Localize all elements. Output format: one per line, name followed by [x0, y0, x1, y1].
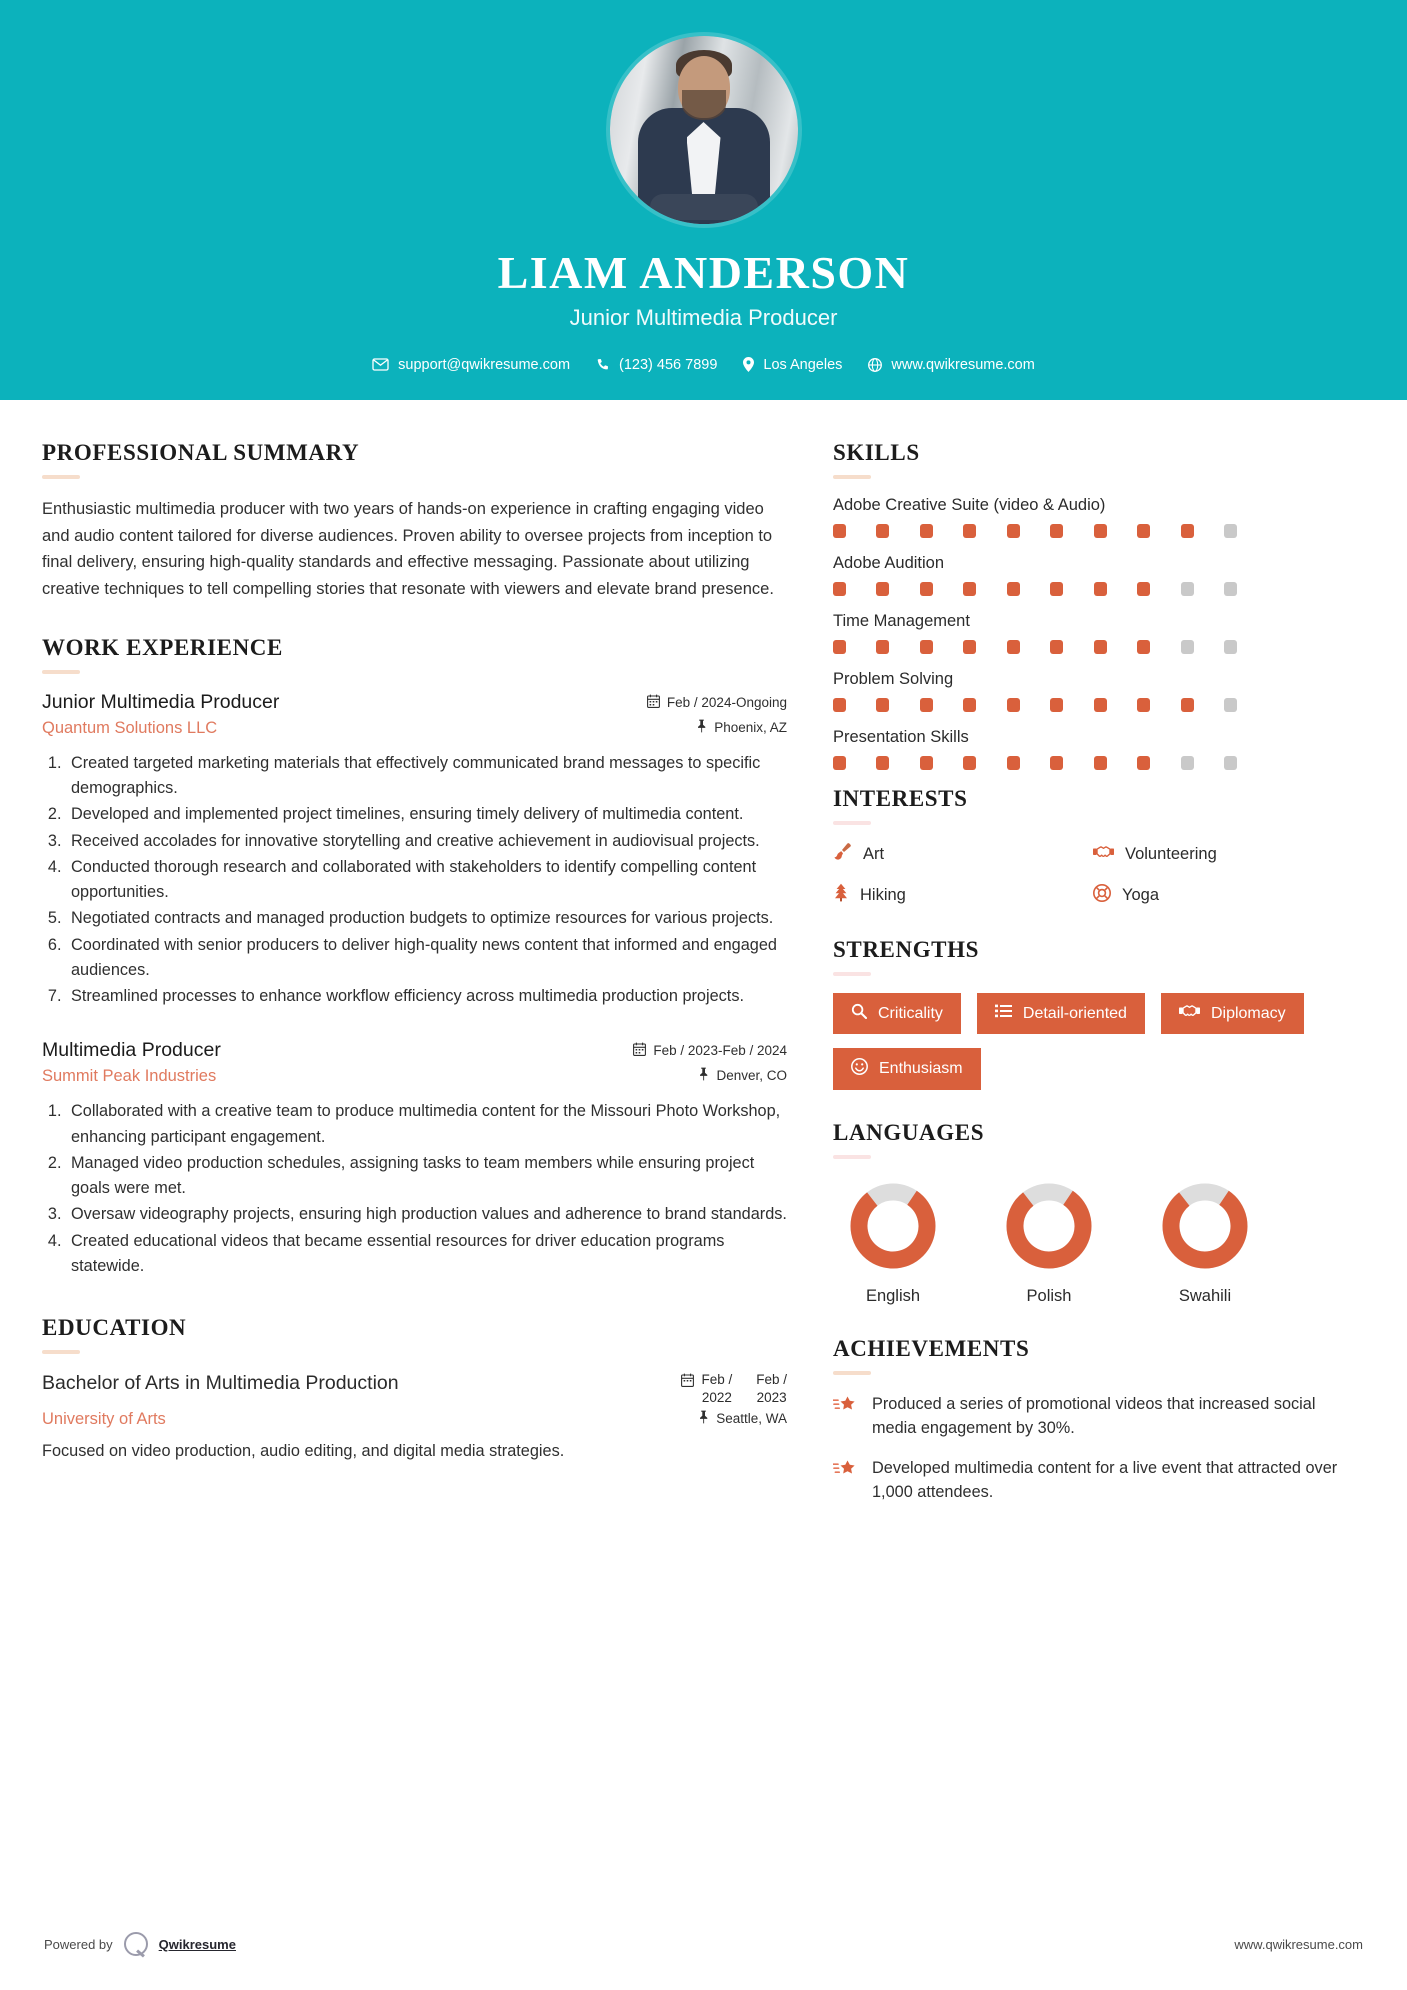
skill-item: [833, 612, 1353, 654]
skills-list: [833, 496, 1353, 770]
job-bullet-list: [66, 751, 787, 1010]
strength-label: Detail-oriented: [1022, 1004, 1127, 1022]
section-heading: SKILLS: [833, 440, 920, 465]
skill-dot-filled: [876, 756, 889, 770]
language-item: [1145, 1176, 1265, 1306]
skill-dot-filled: [876, 524, 889, 538]
contact-website[interactable]: [868, 357, 1034, 373]
qwikresume-logo-icon: [124, 1932, 148, 1956]
job-location-text: Phoenix, AZ: [714, 719, 787, 735]
job-bullet: 1. Created targeted marketing materials that effectively communicated brand messages to specific demographics.: [66, 751, 787, 802]
section-strengths: [833, 937, 1353, 1090]
skill-dot-filled: [833, 582, 846, 596]
languages-list: [833, 1176, 1353, 1306]
interest-label: Volunteering: [1125, 844, 1217, 863]
interest-label: Hiking: [860, 885, 906, 904]
skill-dot-filled: [876, 698, 889, 712]
contact-email-text: support@qwikresume.com: [398, 356, 571, 373]
globe-icon: [868, 358, 882, 372]
skill-dot-filled: [1007, 582, 1020, 596]
skill-dot-empty: [1224, 582, 1237, 596]
education-dates: [681, 1371, 787, 1406]
job-bullet: 1. Collaborated with a creative team to produce multimedia content for the Missouri Photo Workshop, enhancing participant engagement.: [66, 1099, 787, 1150]
interest-item: [1093, 842, 1353, 866]
section-divider: [833, 821, 871, 825]
skill-dot-filled: [1137, 582, 1150, 596]
section-professional-summary: [42, 440, 787, 603]
strength-label: Diplomacy: [1210, 1004, 1286, 1022]
section-achievements: [833, 1336, 1353, 1505]
section-heading: INTERESTS: [833, 786, 968, 811]
skill-dot-filled: [1007, 524, 1020, 538]
job-bullet-list: [66, 1099, 787, 1279]
section-divider: [833, 1155, 871, 1159]
avatar: [610, 36, 798, 224]
strength-badge-detail-oriented: [977, 993, 1145, 1034]
skill-item: [833, 554, 1353, 596]
skill-label: Adobe Audition: [833, 554, 945, 572]
skill-label: Time Management: [833, 612, 970, 630]
skill-dot-filled: [876, 582, 889, 596]
qwikresume-brand-link[interactable]: Qwikresume: [158, 1936, 236, 1952]
calendar-icon: [647, 694, 660, 711]
pushpin-icon: [698, 1067, 709, 1084]
skill-level-meter: [833, 640, 1237, 654]
interest-item: [1093, 883, 1353, 907]
skill-dot-empty: [1181, 756, 1194, 770]
skill-item: [833, 728, 1353, 770]
section-heading: WORK EXPERIENCE: [42, 634, 283, 660]
section-divider: [42, 1350, 80, 1354]
contact-location: [743, 357, 842, 373]
section-heading: STRENGTHS: [833, 937, 980, 962]
skill-dot-filled: [1181, 524, 1194, 538]
skill-dot-empty: [1224, 756, 1237, 770]
left-column: [42, 440, 787, 1520]
skill-dot-filled: [1050, 698, 1063, 712]
job-dates: [647, 694, 787, 711]
skill-item: [833, 496, 1353, 538]
job-bullet: 4. Conducted thorough research and collaborated with stakeholders to identify compelling content opportunities.: [66, 855, 787, 906]
skill-dot-filled: [1007, 698, 1020, 712]
strength-badge-enthusiasm: [833, 1048, 981, 1090]
skill-level-meter: [833, 524, 1237, 538]
envelope-icon: [372, 358, 389, 371]
skill-dot-empty: [1181, 582, 1194, 596]
smiley-icon: [851, 1058, 868, 1080]
skill-dot-filled: [963, 698, 976, 712]
achievement-text: Developed multimedia content for a live event that attracted over 1,000 attendees.: [872, 1458, 1338, 1502]
skill-dot-filled: [963, 756, 976, 770]
page-footer: [0, 1932, 1407, 1956]
skill-dot-filled: [1050, 756, 1063, 770]
handshake-icon: [1093, 844, 1114, 865]
education-school: University of Arts: [42, 1410, 166, 1429]
skill-dot-filled: [1007, 640, 1020, 654]
skill-level-meter: [833, 756, 1237, 770]
education-description: Focused on video production, audio editing, and digital media strategies.: [42, 1442, 565, 1461]
summary-text: Enthusiastic multimedia producer with two years of hands-on experience in crafting engaging video and audio content tailored for diverse audiences. Proven ability to oversee projects from inception to final delivery, ensuring high-quality standards and effective messaging. Passionate about utilizing creative techniques to tell compelling stories that resonate with viewers and elevate brand presence.: [42, 500, 774, 599]
job-bullet: 5. Negotiated contracts and managed production budgets to optimize resources for various projects.: [66, 906, 787, 931]
section-heading: LANGUAGES: [833, 1120, 985, 1145]
powered-by-label: Powered by: [44, 1936, 113, 1952]
interest-item: [833, 883, 1093, 907]
achievement-text: Produced a series of promotional videos that increased social media engagement by 30%.: [872, 1395, 1316, 1438]
skill-dot-filled: [876, 640, 889, 654]
skill-level-meter: [833, 698, 1237, 712]
job-location: [698, 1067, 787, 1084]
skill-dot-filled: [1137, 640, 1150, 654]
pushpin-icon: [696, 719, 707, 736]
language-donut-chart: [1005, 1182, 1093, 1270]
education-location: [698, 1410, 787, 1427]
job-bullet: 2. Developed and implemented project timelines, ensuring timely delivery of multimedia content.: [66, 802, 787, 827]
skill-dot-filled: [833, 756, 846, 770]
strength-label: Enthusiasm: [879, 1060, 963, 1077]
achievement-item: [833, 1456, 1353, 1505]
language-donut-chart: [849, 1182, 937, 1270]
skill-dot-filled: [963, 582, 976, 596]
section-education: [42, 1315, 787, 1464]
skill-level-meter: [833, 582, 1237, 596]
interest-label: Yoga: [1122, 885, 1160, 904]
strength-badge-diplomacy: [1161, 993, 1304, 1034]
language-label: Polish: [1026, 1287, 1072, 1305]
section-divider: [42, 670, 80, 674]
language-donut-chart: [1161, 1182, 1249, 1270]
language-label: Swahili: [1178, 1287, 1232, 1305]
section-heading: PROFESSIONAL SUMMARY: [42, 440, 360, 465]
pushpin-icon: [698, 1410, 709, 1427]
skill-dot-filled: [833, 698, 846, 712]
skill-dot-filled: [1094, 640, 1107, 654]
job-dates: [633, 1042, 787, 1059]
skill-label: Adobe Creative Suite (video & Audio): [833, 496, 1106, 514]
job-bullet: 2. Managed video production schedules, assigning tasks to team members while ensuring project goals were met.: [66, 1151, 787, 1202]
skill-dot-filled: [1094, 524, 1107, 538]
skill-dot-filled: [1137, 756, 1150, 770]
job-company: Quantum Solutions LLC: [42, 718, 218, 737]
skill-dot-filled: [920, 640, 933, 654]
powered-by-block: [44, 1932, 236, 1956]
skill-dot-filled: [1094, 582, 1107, 596]
calendar-icon: [633, 1042, 646, 1059]
section-heading: ACHIEVEMENTS: [833, 1336, 1030, 1361]
language-label: English: [865, 1287, 921, 1305]
education-start-year: 2022: [701, 1389, 732, 1405]
section-work-experience: [42, 635, 787, 1279]
education-entry: [42, 1371, 787, 1464]
job-title: Multimedia Producer: [42, 1039, 221, 1062]
job-role-subtitle: Junior Multimedia Producer: [569, 304, 838, 330]
skill-dot-filled: [833, 524, 846, 538]
phone-icon: [596, 358, 610, 372]
job-company: Summit Peak Industries: [42, 1067, 217, 1086]
skill-dot-empty: [1224, 640, 1237, 654]
skill-dot-empty: [1224, 524, 1237, 538]
education-end-date: [756, 1371, 787, 1406]
skill-dot-filled: [1007, 756, 1020, 770]
right-column: [833, 440, 1353, 1520]
skill-dot-filled: [920, 698, 933, 712]
achievement-item: [833, 1392, 1353, 1441]
contact-website-text: www.qwikresume.com: [891, 356, 1035, 373]
skill-dot-filled: [1094, 698, 1107, 712]
section-heading: EDUCATION: [42, 1315, 187, 1341]
lifebuoy-icon: [1093, 884, 1111, 907]
resume-body: [0, 400, 1407, 1520]
skill-dot-filled: [963, 524, 976, 538]
page-title: LIAM ANDERSON: [497, 247, 910, 298]
job-bullet: 6. Coordinated with senior producers to deliver high-quality news content that informed and engaged audiences.: [66, 933, 787, 984]
calendar-icon: [681, 1373, 694, 1392]
job-bullet: 3. Oversaw videography projects, ensuring high production values and adherence to brand standards.: [66, 1202, 787, 1227]
handshake-icon: [1179, 1003, 1200, 1024]
interest-item: [833, 842, 1093, 866]
section-interests: [833, 786, 1353, 907]
pine-tree-icon: [833, 883, 849, 907]
contact-email[interactable]: [372, 357, 570, 373]
section-divider: [42, 475, 80, 479]
magnifier-icon: [851, 1003, 867, 1024]
footer-website[interactable]: www.qwikresume.com: [1234, 1936, 1363, 1952]
skill-dot-filled: [920, 582, 933, 596]
education-location-text: Seattle, WA: [716, 1411, 787, 1427]
skill-dot-empty: [1181, 640, 1194, 654]
job-dates-text: Feb / 2024-Ongoing: [666, 694, 787, 710]
skill-dot-filled: [1050, 582, 1063, 596]
resume-header: [0, 0, 1407, 400]
skill-dot-filled: [1094, 756, 1107, 770]
skill-dot-filled: [920, 756, 933, 770]
education-end-year: 2023: [756, 1389, 787, 1405]
language-item: [833, 1176, 953, 1306]
skill-dot-filled: [963, 640, 976, 654]
skill-dot-empty: [1224, 698, 1237, 712]
contact-phone[interactable]: [596, 357, 717, 373]
strengths-list: [833, 993, 1353, 1090]
paintbrush-icon: [833, 842, 852, 866]
skill-item: [833, 670, 1353, 712]
job-location: [696, 719, 787, 736]
job-bullet: 3. Received accolades for innovative storytelling and creative achievement in audiovisual projects.: [66, 829, 787, 854]
skill-dot-filled: [1050, 640, 1063, 654]
skill-dot-filled: [833, 640, 846, 654]
education-end-month: Feb /: [756, 1372, 787, 1388]
education-start-month: Feb /: [701, 1372, 733, 1388]
job-bullet: 4. Created educational videos that became essential resources for driver education programs statewide.: [66, 1229, 787, 1280]
education-start-date: [681, 1371, 732, 1406]
strength-label: Criticality: [878, 1004, 943, 1022]
contact-location-text: Los Angeles: [763, 356, 843, 373]
interests-list: [833, 842, 1353, 907]
list-icon: [995, 1004, 1012, 1023]
skill-dot-filled: [1137, 524, 1150, 538]
section-skills: [833, 440, 1353, 770]
job-location-text: Denver, CO: [716, 1068, 787, 1084]
language-item: [989, 1176, 1109, 1306]
skill-dot-filled: [1137, 698, 1150, 712]
skill-dot-filled: [920, 524, 933, 538]
section-languages: [833, 1120, 1353, 1306]
work-experience-entry: [42, 691, 787, 1010]
job-title: Junior Multimedia Producer: [42, 690, 280, 713]
work-experience-entry: [42, 1039, 787, 1279]
skill-dot-filled: [1050, 524, 1063, 538]
section-divider: [833, 1371, 871, 1375]
job-bullet: 7. Streamlined processes to enhance workflow efficiency across multimedia production projects.: [66, 984, 787, 1009]
skill-label: Presentation Skills: [833, 728, 969, 746]
shooting-star-icon: [833, 1395, 858, 1420]
location-pin-icon: [743, 357, 754, 372]
strength-badge-criticality: [833, 993, 961, 1034]
contact-bar: [372, 357, 1035, 373]
shooting-star-icon: [833, 1459, 858, 1484]
education-degree: Bachelor of Arts in Multimedia Production: [42, 1372, 399, 1395]
skill-label: Problem Solving: [833, 670, 954, 688]
interest-label: Art: [863, 844, 885, 863]
contact-phone-text: (123) 456 7899: [619, 356, 718, 373]
section-divider: [833, 972, 871, 976]
job-dates-text: Feb / 2023-Feb / 2024: [653, 1043, 787, 1059]
section-divider: [833, 475, 871, 479]
skill-dot-filled: [1181, 698, 1194, 712]
